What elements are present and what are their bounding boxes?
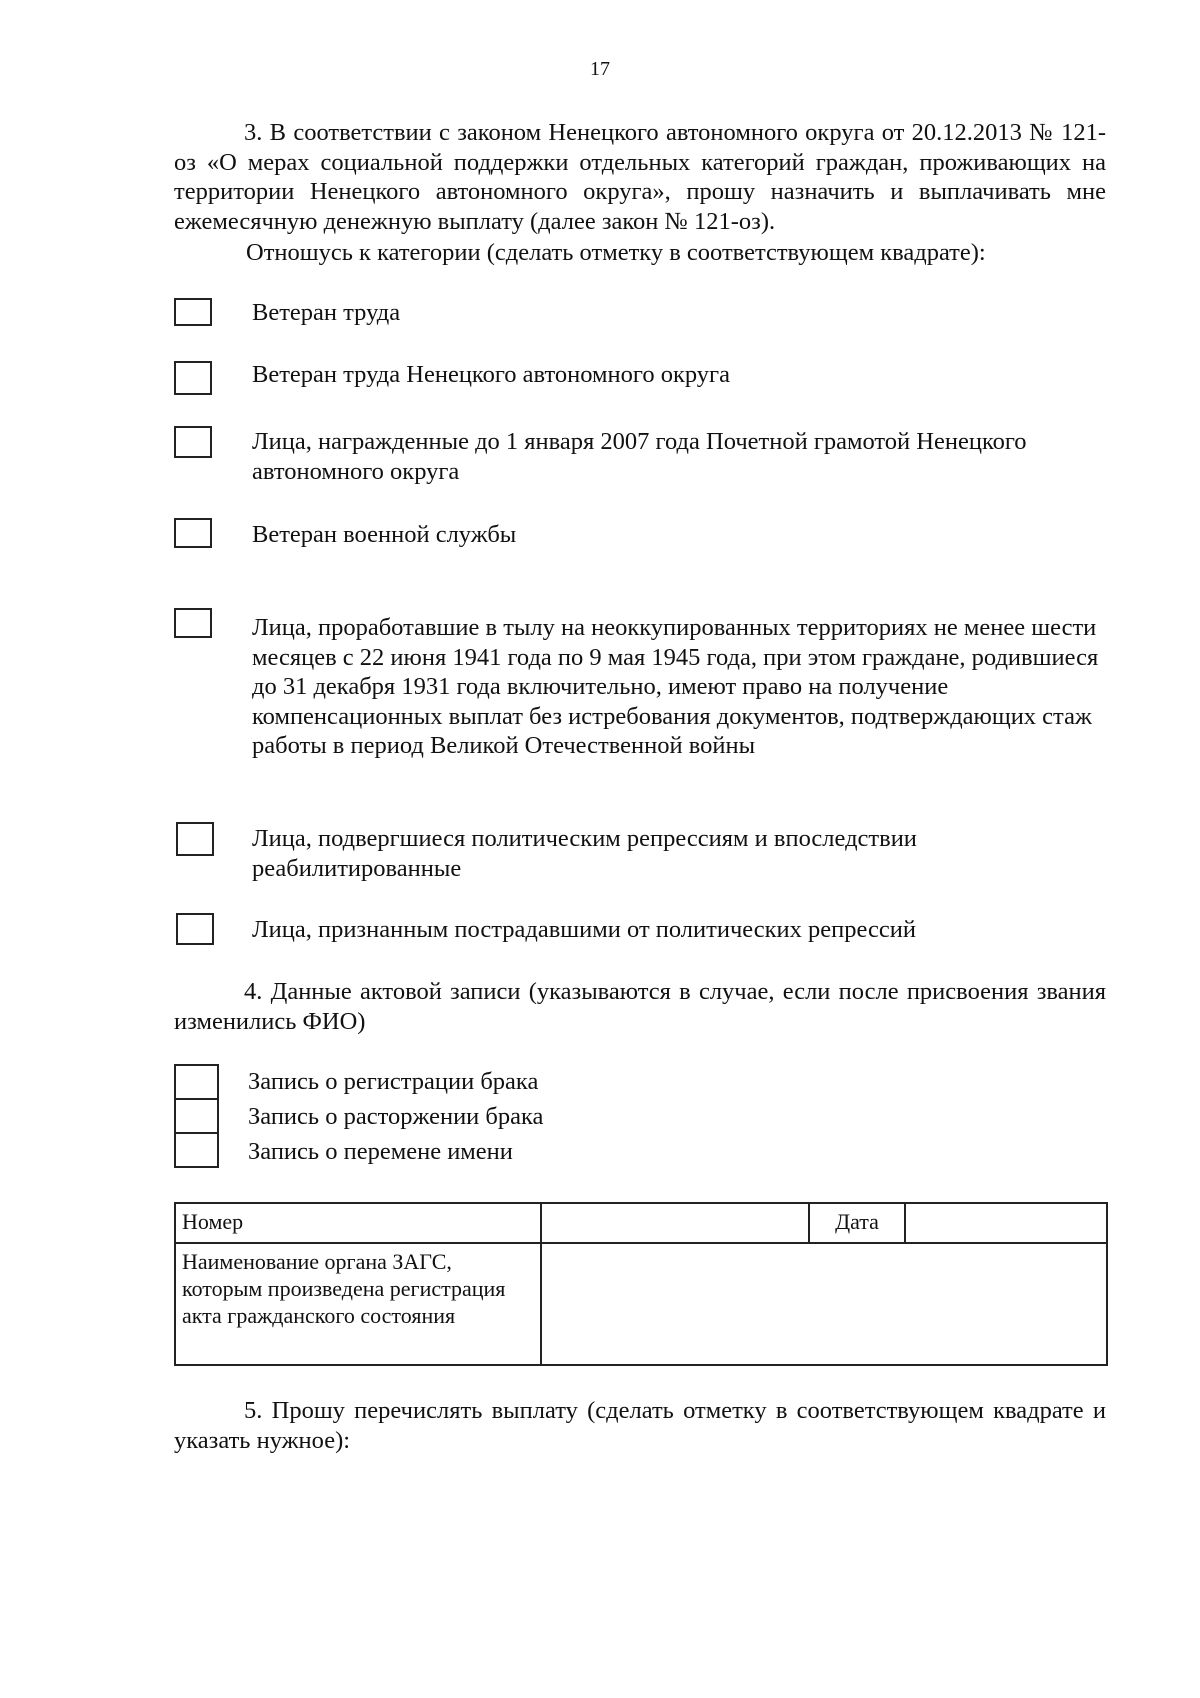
category-label: Ветеран труда Ненецкого автономного округа xyxy=(252,361,730,388)
section-3-paragraph xyxy=(174,118,1106,236)
page-number: 17 xyxy=(590,58,610,80)
category-checkbox-military-veteran[interactable] xyxy=(174,518,212,548)
category-checkbox-veteran-labor-nao[interactable] xyxy=(174,361,212,395)
section-4-text: 4. Данные актовой записи (указываются в случае, если после присвоения звания изменились ФИО) xyxy=(174,978,1106,1035)
record-checkbox-marriage[interactable] xyxy=(174,1064,219,1100)
section-4-paragraph xyxy=(174,977,1106,1036)
record-label: Запись о расторжении брака xyxy=(248,1103,544,1130)
category-label: Лица, подвергшиеся политическим репрессиям и впоследствии реабилитированные xyxy=(252,825,917,882)
category-checkbox-home-front-workers[interactable] xyxy=(174,608,212,638)
category-label: Лица, признанным пострадавшими от политических репрессий xyxy=(252,916,916,943)
registry-office-label-cell: Наименование органа ЗАГС, которым произведена регистрация акта гражданского состояния xyxy=(175,1243,541,1365)
category-label: Ветеран труда xyxy=(252,299,401,326)
record-checkbox-divorce[interactable] xyxy=(174,1098,219,1134)
category-checkbox-repression-victims[interactable] xyxy=(176,913,214,945)
record-label: Запись о перемене имени xyxy=(248,1138,513,1165)
act-record-table xyxy=(174,1202,1108,1366)
date-input-cell[interactable] xyxy=(905,1203,1107,1243)
section-5-paragraph xyxy=(174,1396,1106,1455)
record-checkbox-name-change[interactable] xyxy=(174,1132,219,1168)
number-label-cell: Номер xyxy=(175,1203,541,1243)
category-checkbox-honor-certificate[interactable] xyxy=(174,426,212,458)
category-intro: Отношусь к категории (сделать отметку в соответствующем квадрате): xyxy=(246,239,986,266)
registry-office-input-cell[interactable] xyxy=(541,1243,1107,1365)
record-label: Запись о регистрации брака xyxy=(248,1068,539,1095)
category-label: Ветеран военной службы xyxy=(252,521,517,548)
section-5-text: 5. Прошу перечислять выплату (сделать отметку в соответствующем квадрате и указать нужное): xyxy=(174,1397,1106,1454)
category-label: Лица, награжденные до 1 января 2007 года Почетной грамотой Ненецкого автономного округа xyxy=(252,428,1027,485)
category-label: Лица, проработавшие в тылу на неоккупированных территориях не менее шести месяцев с 22 июня 1941 года по 9 мая 1945 года, при этом граждане, родившиеся до 31 декабря 1931 года включительно, имеют право на получение компенсационных выплат без истребования документов, подтверждающих стаж работы в период Великой Отечественной войны xyxy=(252,614,1099,759)
date-label-cell: Дата xyxy=(809,1203,905,1243)
number-input-cell[interactable] xyxy=(541,1203,809,1243)
section-3-text: 3. В соответствии с законом Ненецкого автономного округа от 20.12.2013 № 121-оз «О мерах социальной поддержки отдельных категорий граждан, проживающих на территории Ненецкого автономного округа», прошу назначить и выплачивать мне ежемесячную денежную выплату (далее закон № 121-оз). xyxy=(174,119,1106,235)
category-checkbox-veteran-labor[interactable] xyxy=(174,298,212,326)
category-checkbox-repressed-rehabilitated[interactable] xyxy=(176,822,214,856)
